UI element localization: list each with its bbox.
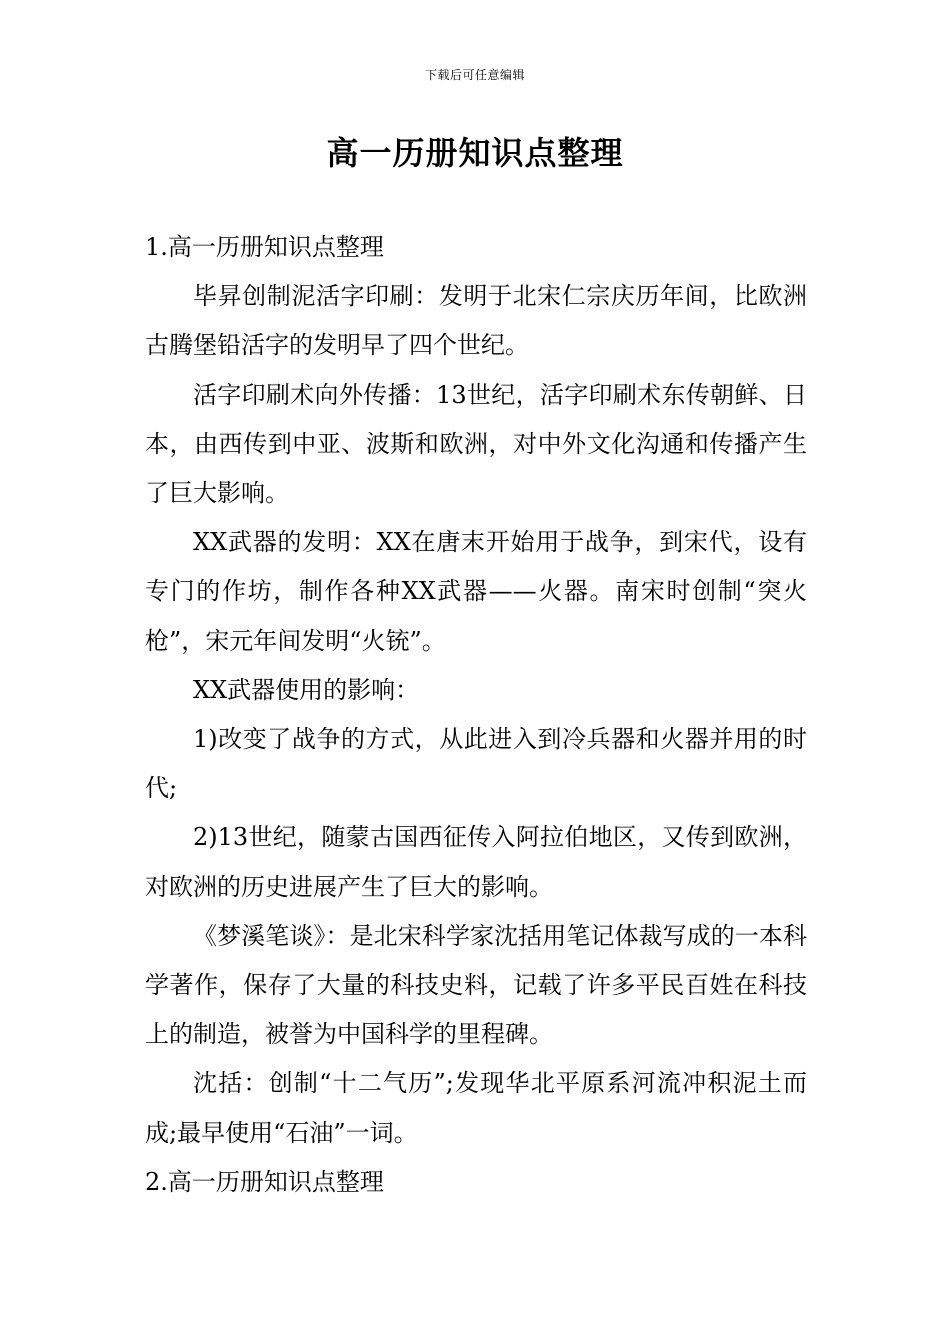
paragraph-printing-spread: 活字印刷术向外传播：13世纪，活字印刷术东传朝鲜、日本，由西传到中亚、波斯和欧洲，对中外文化沟通和传播产生了巨大影响。 <box>145 380 807 508</box>
section-heading-1: 1.高一历册知识点整理 <box>145 233 384 261</box>
section-heading-2: 2.高一历册知识点整理 <box>145 1167 384 1196</box>
document-body <box>145 223 807 1207</box>
paragraph-weapon-invention: XX武器的发明：XX在唐末开始用于战争，到宋代，设有专门的作坊，制作各种XX武器——火器。南宋时创制“突火枪”，宋元年间发明“火铳”。 <box>145 528 807 655</box>
paragraph-bisheng-printing: 毕昇创制泥活字印刷：发明于北宋仁宗庆历年间，比欧洲古腾堡铅活字的发明早了四个世纪。 <box>145 282 807 360</box>
page-header-note: 下载后可任意编辑 <box>424 68 525 82</box>
document-title: 高一历册知识点整理 <box>326 134 624 172</box>
paragraph-impact-item-1: 1)改变了战争的方式，从此进入到冷兵器和火器并用的时代; <box>145 725 807 803</box>
paragraph-weapon-impact: XX武器使用的影响： <box>193 675 420 704</box>
paragraph-shen-kuo: 沈括：创制“十二气历”;发现华北平原系河流冲积泥土而成;最早使用“石油”一词。 <box>145 1069 807 1147</box>
paragraph-impact-item-2: 2)13世纪，随蒙古国西征传入阿拉伯地区，又传到欧洲，对欧洲的历史进展产生了巨大的影响。 <box>145 823 807 901</box>
paragraph-mengxi-bitan: 《梦溪笔谈》：是北宋科学家沈括用笔记体裁写成的一本科学著作，保存了大量的科技史料，记载了许多平民百姓在科技上的制造，被誉为中国科学的里程碑。 <box>145 921 807 1049</box>
